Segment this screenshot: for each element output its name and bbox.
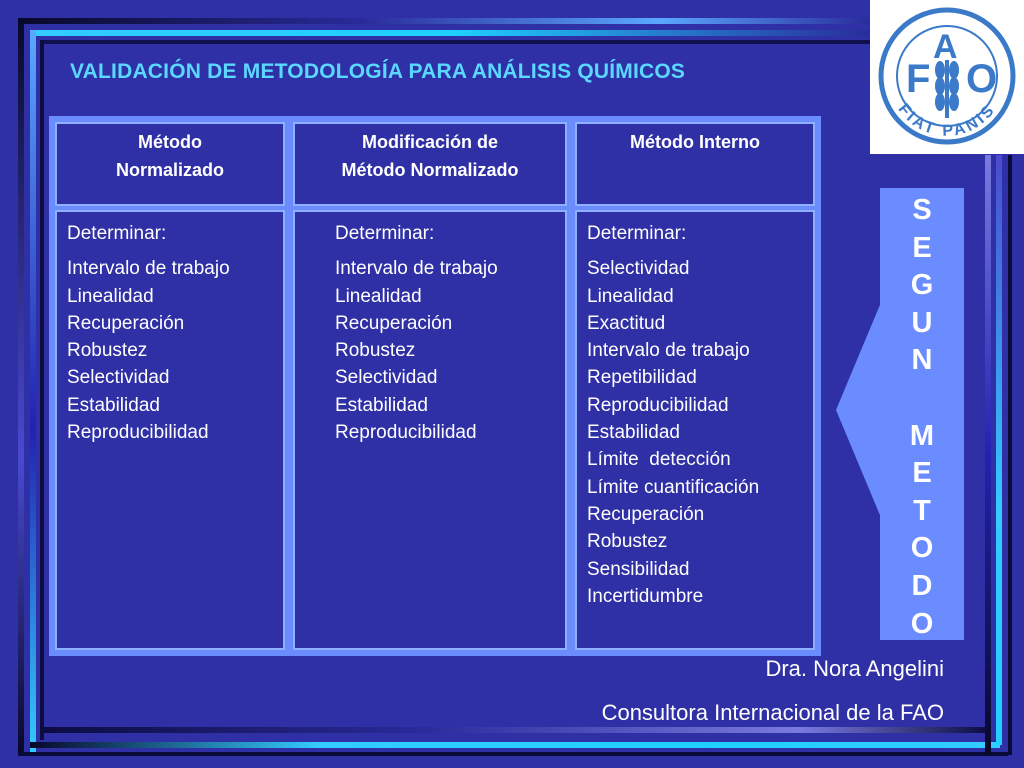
- header-line-2: Método Normalizado: [341, 160, 519, 180]
- list-item: Linealidad: [587, 285, 674, 307]
- frame-bar-top-inner: [40, 40, 875, 44]
- parameter-list: [335, 255, 565, 446]
- frame-bar-right-outer: [1008, 155, 1012, 755]
- svg-text:A: A: [933, 28, 958, 66]
- determinar-label: Determinar:: [67, 223, 167, 244]
- list-item: Selectividad: [67, 367, 170, 389]
- letter: O: [910, 607, 934, 640]
- author-name: Dra. Nora Angelini: [765, 656, 944, 681]
- column-metodo-interno: [575, 122, 815, 650]
- determinar-label: Determinar:: [587, 223, 687, 244]
- letter: S: [912, 194, 932, 226]
- svg-text:F: F: [906, 57, 931, 101]
- letter: U: [911, 306, 933, 339]
- column-metodo-normalizado: [55, 122, 285, 650]
- list-item: Estabilidad: [67, 394, 160, 416]
- letter: N: [911, 344, 933, 377]
- list-item: Intervalo de trabajo: [587, 340, 750, 362]
- list-item: Robustez: [587, 531, 668, 553]
- list-item: Recuperación: [335, 312, 453, 334]
- list-item: Reproducibilidad: [335, 422, 477, 444]
- header-line-2: Normalizado: [115, 160, 225, 180]
- list-item: Linealidad: [67, 285, 154, 307]
- letter: G: [910, 269, 934, 302]
- frame-bar-left-outer: [18, 18, 24, 753]
- frame-bar-bottom-middle: [30, 742, 1000, 748]
- list-item: Robustez: [67, 340, 148, 362]
- column-modificacion-metodo: [293, 122, 567, 650]
- column-body: [575, 210, 815, 650]
- list-item: Estabilidad: [587, 422, 680, 444]
- letter: O: [910, 532, 934, 565]
- column-header: [293, 122, 567, 206]
- frame-bar-left-middle: [30, 30, 36, 755]
- header-line-1: Modificación de: [361, 132, 498, 152]
- letter: E: [912, 457, 932, 490]
- letter: D: [911, 569, 933, 602]
- parameter-list: [67, 255, 283, 446]
- column-header: [575, 122, 815, 206]
- list-item: Límite cuantificación: [587, 476, 760, 498]
- list-item: Incertidumbre: [587, 585, 704, 607]
- list-item: Límite detección: [587, 449, 731, 471]
- list-item: Robustez: [335, 340, 416, 362]
- fao-emblem-icon: [870, 0, 1024, 154]
- frame-bar-top-outer: [18, 18, 873, 24]
- frame-bar-right-middle: [996, 155, 1002, 745]
- list-item: Exactitud: [587, 312, 666, 334]
- determinar-label: Determinar:: [335, 223, 435, 244]
- letter: M: [909, 419, 935, 452]
- list-item: Estabilidad: [335, 394, 428, 416]
- frame-bar-left-inner: [40, 40, 44, 740]
- segun-metodo-label: [880, 192, 964, 643]
- frame-bar-top-middle: [30, 30, 875, 36]
- left-arrow-head-icon: [836, 300, 882, 520]
- column-header: [55, 122, 285, 206]
- frame-bar-right-inner: [985, 155, 991, 755]
- list-item: Recuperación: [67, 312, 185, 334]
- frame-bar-bottom-outer: [18, 752, 1008, 756]
- list-item: Reproducibilidad: [67, 422, 209, 444]
- parameter-list: [587, 255, 813, 610]
- list-item: Recuperación: [587, 503, 705, 525]
- list-item: Intervalo de trabajo: [67, 258, 230, 280]
- svg-text:FIAT PANIS: FIAT PANIS: [894, 100, 1000, 140]
- list-item: Repetibilidad: [587, 367, 697, 389]
- header-line-1: Método Interno: [630, 132, 760, 152]
- list-item: Selectividad: [335, 367, 438, 389]
- frame-bar-bottom-inner: [40, 727, 990, 733]
- list-item: Intervalo de trabajo: [335, 258, 498, 280]
- slide-title: VALIDACIÓN DE METODOLOGÍA PARA ANÁLISIS QUÍMICOS: [70, 60, 686, 83]
- letter: T: [913, 494, 931, 527]
- letter: E: [912, 231, 932, 264]
- methods-table: [49, 116, 821, 656]
- list-item: Linealidad: [335, 285, 422, 307]
- list-item: Sensibilidad: [587, 558, 690, 580]
- column-body: [293, 210, 567, 650]
- fao-logo: [870, 0, 1024, 154]
- header-line-1: Método: [138, 132, 202, 152]
- svg-text:O: O: [966, 57, 998, 101]
- list-item: Selectividad: [587, 258, 690, 280]
- author-role: Consultora Internacional de la FAO: [601, 700, 944, 725]
- column-body: [55, 210, 285, 650]
- list-item: Reproducibilidad: [587, 394, 729, 416]
